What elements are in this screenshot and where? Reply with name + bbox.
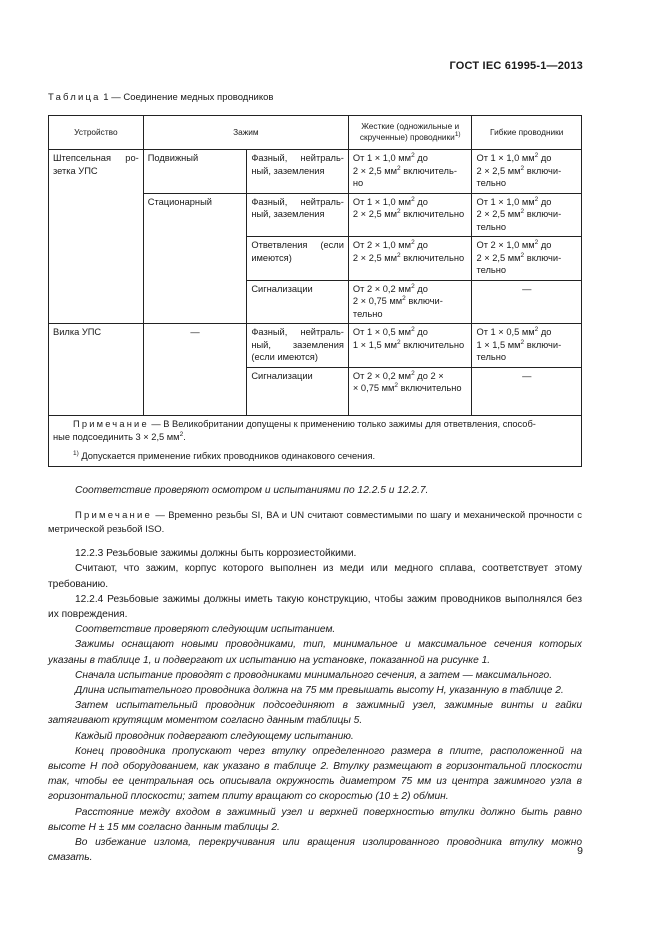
flex-d: включи- bbox=[524, 209, 562, 219]
flex-c-sup: 2 bbox=[520, 251, 525, 259]
paragraph: Каждый проводник подвергают следующему испытанию. bbox=[75, 730, 354, 742]
rigid-a: От 1 × 1,0 мм bbox=[352, 196, 412, 207]
rigid-d: включи- bbox=[405, 296, 443, 306]
cell-plug-dash: — bbox=[143, 324, 247, 416]
rigid-c: 2 × 0,75 мм bbox=[352, 296, 403, 306]
cell-rigid bbox=[348, 193, 472, 237]
flex-e: тельно bbox=[476, 221, 507, 232]
rigid-a-sup: 2 bbox=[411, 326, 415, 333]
table-row bbox=[49, 150, 582, 194]
rigid-c-sup: 2 bbox=[394, 382, 399, 389]
flex-a-sup: 2 bbox=[534, 326, 539, 333]
rigid-a-sup: 2 bbox=[411, 369, 415, 377]
rigid-b: до bbox=[414, 196, 428, 207]
header-rigid-sup: 1) bbox=[454, 131, 461, 138]
cell-clamp bbox=[247, 150, 349, 194]
flex-e: тельно bbox=[476, 265, 507, 275]
paragraph: Соответствие проверяют следующим испытанием. bbox=[75, 624, 336, 636]
copper-conductors-table bbox=[48, 115, 582, 467]
rigid-d: включительно bbox=[400, 252, 465, 263]
device-socket-l2: зетка УПС bbox=[53, 165, 98, 176]
flex-b: до bbox=[538, 196, 552, 207]
cell-clamp bbox=[247, 237, 349, 281]
paragraph: Во избежание излома, перекручивания или вращения изолированного проводника втулку можно смазать. bbox=[48, 837, 582, 864]
note-label: Примечание bbox=[75, 510, 152, 522]
flex-a: От 1 × 1,0 мм bbox=[476, 153, 535, 163]
paragraph: Зажимы оснащают новыми проводниками, тип, минимальное и максимальное сечения которых указаны в таблице 1, и подвергают их испытанию на установке, показанной на рисунке 1. bbox=[48, 639, 582, 666]
flex-a: От 1 × 1,0 мм bbox=[476, 196, 535, 207]
cell-flex bbox=[472, 237, 582, 281]
table-header-row bbox=[49, 116, 582, 150]
rigid-c: 1 × 1,5 мм bbox=[352, 339, 397, 350]
paragraph: Расстояние между входом в зажимный узел и верхней поверхностью втулки должно быть равно высоте H ± 15 мм согласно данным таблицы 2. bbox=[48, 806, 582, 833]
rigid-b: до bbox=[414, 153, 428, 163]
rigid-d: включительно bbox=[400, 339, 465, 350]
cell-rigid bbox=[348, 324, 472, 368]
flex-e: тельно bbox=[476, 352, 507, 362]
note-text-line2 bbox=[53, 431, 577, 444]
cell-stationary: Стационарный bbox=[143, 193, 247, 324]
rigid-c: 2 × 2,5 мм bbox=[352, 165, 397, 176]
footnote-text: Допускается применение гибких проводников одинакового сечения. bbox=[78, 450, 376, 461]
cell-device-socket bbox=[49, 150, 144, 324]
rigid-b: до 2 × bbox=[414, 370, 444, 381]
note-text: — Временно резьбы SI, BA и UN считают совместимыми по шагу и механической прочности с метрической резьбой ISO. bbox=[48, 510, 582, 536]
rigid-c-sup: 2 bbox=[396, 164, 401, 172]
paragraph: 12.2.4 Резьбовые зажимы должны иметь такую конструкцию, чтобы зажим проводников выполнялся без их повреждения. bbox=[48, 593, 582, 621]
cell-rigid bbox=[348, 280, 472, 324]
paragraph: Соответствие проверяют осмотром и испытаниями по 12.2.5 и 12.2.7. bbox=[75, 485, 429, 496]
rigid-d: включительно bbox=[400, 209, 465, 219]
flex-d: включи- bbox=[524, 252, 562, 263]
flex-c: 2 × 2,5 мм bbox=[476, 165, 521, 176]
cell-clamp bbox=[247, 193, 349, 237]
flex-b: до bbox=[538, 153, 552, 163]
rigid-c-sup: 2 bbox=[396, 338, 401, 346]
flex-c: 2 × 2,5 мм bbox=[476, 209, 521, 219]
table-row bbox=[49, 324, 582, 368]
page-number: 9 bbox=[577, 845, 583, 857]
cell-flex bbox=[472, 193, 582, 237]
cell-rigid bbox=[348, 237, 472, 281]
rigid-d: включительно bbox=[398, 383, 462, 393]
flex-d: включи- bbox=[524, 165, 562, 176]
cell-rigid bbox=[348, 367, 472, 415]
note-text-2-end: . bbox=[183, 431, 186, 442]
device-socket-l1: Штепсельная ро- bbox=[53, 153, 139, 163]
flex-b: до bbox=[538, 327, 552, 337]
rigid-c: 2 × 2,5 мм bbox=[352, 209, 397, 219]
flex-c: 2 × 2,5 мм bbox=[476, 252, 521, 263]
header-device: Устройство bbox=[49, 116, 144, 150]
note-label: Примечание bbox=[73, 418, 149, 429]
header-clamp: Зажим bbox=[143, 116, 348, 150]
cell-movable: Подвижный bbox=[143, 150, 247, 194]
rigid-a-sup: 2 bbox=[411, 195, 415, 203]
standard-header: ГОСТ IEC 61995-1—2013 bbox=[449, 60, 583, 72]
clamp-l2: ный, заземления bbox=[251, 165, 325, 176]
rigid-a-sup: 2 bbox=[411, 239, 415, 246]
rigid-a: От 1 × 0,5 мм bbox=[352, 327, 412, 337]
flex-c-sup: 2 bbox=[520, 164, 525, 172]
flex-c: 1 × 1,5 мм bbox=[476, 339, 521, 350]
cell-flex bbox=[472, 324, 582, 368]
note-text-1: — В Великобритании допущены к применению только зажимы для ответвления, способ- bbox=[148, 418, 536, 429]
cell-clamp bbox=[247, 324, 349, 368]
paragraph: Затем испытательный проводник подсоединяют в зажимный узел, зажимные винты и гайки затягивают крутящим моментом согласно данным таблицы 5. bbox=[48, 700, 582, 727]
rigid-a: От 2 × 0,2 мм bbox=[352, 283, 412, 294]
note-paragraph bbox=[48, 509, 582, 537]
flex-c-sup: 2 bbox=[520, 338, 525, 346]
cell-clamp: Сигнализации bbox=[247, 280, 349, 324]
rigid-b: до bbox=[414, 327, 428, 337]
paragraph: Считают, что зажим, корпус которого выполнен из меди или медного сплава, соответствует этому требованию. bbox=[48, 563, 582, 590]
rigid-c-sup: 2 bbox=[396, 208, 401, 215]
paragraph: 12.2.3 Резьбовые зажимы должны быть коррозиестойкими. bbox=[75, 548, 357, 560]
rigid-e: но bbox=[352, 178, 364, 188]
paragraph: Длина испытательного проводника должна на 75 мм превышать высоту H, указанную в таблице 2. bbox=[75, 685, 564, 697]
table-note-row bbox=[49, 415, 582, 466]
cell-rigid bbox=[348, 150, 472, 194]
clamp-l2: ный, заземления bbox=[251, 339, 344, 350]
cell-clamp: Сигнализации bbox=[247, 367, 349, 415]
paragraph: Сначала испытание проводят с проводниками минимального сечения, а затем — максимального. bbox=[75, 669, 553, 681]
rigid-e: тельно bbox=[352, 308, 383, 319]
flex-a: От 1 × 0,5 мм bbox=[476, 327, 535, 337]
flex-c-sup: 2 bbox=[520, 208, 525, 215]
flex-b: до bbox=[538, 240, 552, 250]
header-rigid bbox=[348, 116, 472, 150]
flex-a-sup: 2 bbox=[534, 239, 539, 246]
table-title bbox=[48, 92, 273, 103]
header-flexible: Гибкие проводники bbox=[472, 116, 582, 150]
rigid-a: От 2 × 1,0 мм bbox=[352, 240, 412, 250]
body-text bbox=[48, 483, 582, 865]
note-text bbox=[53, 418, 577, 431]
rigid-a-sup: 2 bbox=[411, 282, 415, 290]
rigid-c-sup: 2 bbox=[402, 295, 406, 302]
flex-a-sup: 2 bbox=[534, 152, 539, 159]
rigid-a: От 2 × 0,2 мм bbox=[352, 370, 412, 381]
clamp-l2: имеются) bbox=[251, 252, 292, 263]
table-title-prefix: Таблица bbox=[48, 92, 101, 103]
table-note bbox=[49, 415, 582, 466]
flex-e: тельно bbox=[476, 178, 507, 188]
footnote bbox=[53, 450, 577, 463]
clamp-l3: (если имеются) bbox=[251, 352, 318, 362]
flex-a: От 2 × 1,0 мм bbox=[476, 240, 535, 250]
rigid-c: × 0,75 мм bbox=[352, 383, 395, 393]
rigid-c-sup: 2 bbox=[396, 251, 401, 259]
clamp-l1: Ответвления (если bbox=[251, 240, 344, 250]
rigid-a-sup: 2 bbox=[411, 152, 415, 159]
footnote-mark: 1) bbox=[73, 449, 79, 457]
clamp-l1: Фазный, нейтраль- bbox=[251, 153, 344, 163]
note-text-2-sup: 2 bbox=[179, 430, 184, 438]
note-text-2: ные подсоединить 3 × 2,5 мм bbox=[53, 431, 180, 442]
rigid-b: до bbox=[414, 240, 428, 250]
clamp-l1: Фазный, нейтраль- bbox=[251, 327, 344, 337]
flex-a-sup: 2 bbox=[534, 195, 539, 203]
cell-device-plug: Вилка УПС bbox=[49, 324, 144, 416]
rigid-a: От 1 × 1,0 мм bbox=[352, 153, 412, 163]
header-rigid-text: Жесткие (одножильные и скрученные) проводники bbox=[359, 121, 460, 142]
cell-flex: — bbox=[472, 367, 582, 415]
rigid-d: включитель- bbox=[400, 165, 457, 176]
clamp-l2: ный, заземления bbox=[251, 209, 325, 219]
rigid-b: до bbox=[414, 283, 428, 294]
cell-flex bbox=[472, 150, 582, 194]
cell-flex: — bbox=[472, 280, 582, 324]
table-title-rest: 1 — Соединение медных проводников bbox=[100, 92, 274, 103]
rigid-c: 2 × 2,5 мм bbox=[352, 252, 397, 263]
flex-d: включи- bbox=[524, 339, 562, 350]
paragraph: Конец проводника пропускают через втулку определенного размера в плите, расположенной на высоте H под оборудованием, как указано в таблице 2. Втулку размещают в горизонтальной плоскости так, чтобы ее центральная ось описывала окружность диаметром 75 мм из центра зажимного узла в горизонтальной плоскости; затем плиту вращают со скоростью (10 ± 2) об/мин. bbox=[48, 745, 582, 803]
clamp-l1: Фазный, нейтраль- bbox=[251, 196, 344, 207]
